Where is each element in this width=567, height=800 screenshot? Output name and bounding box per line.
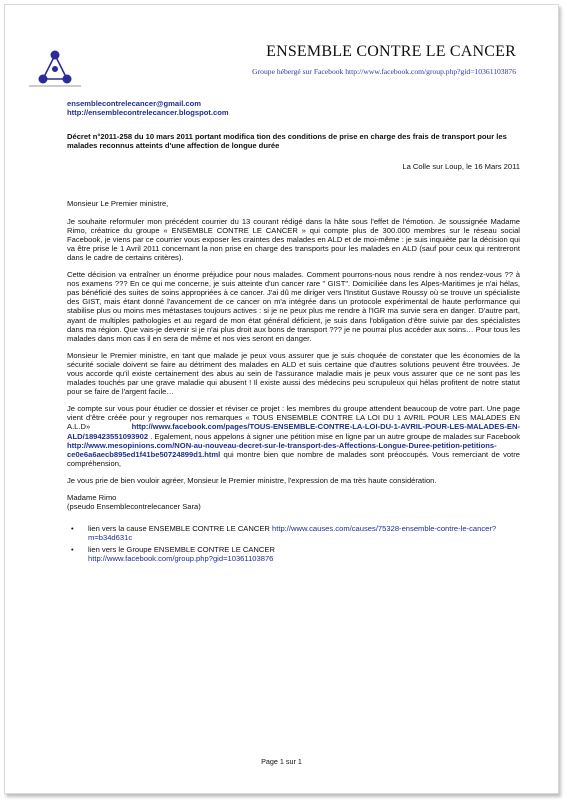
paragraph-2: Cette décision va entraîner un énorme préjudice pour nous malades. Comment pourrons-nous nous rendre à nos rendez-vous ?? à nos examens ??? En ce qui me concerne, je suis atteinte d'un cancer rare " GIST". Domiciliée dans les Alpes-Maritimes je n'ai hélas, pas bénéficié des suites de soins appropriées à ce cancer. J'ai dû me diriger vers l'Institut Gustave Roussy où se trouve un spécialiste des GIST, mais étant donné l'avancement de ce cancer on m'a intégrée dans un protocole expérimental de haute performance qui stabilise plus ou moins mes métastases toujours actives : si je ne peux plus me rendre à l'IGR ma survie sera en danger. D'autre part, ayant de multiples pathologies et au regard de mon état général déficient, je suis dans l'obligation d'être suivie par des spécialistes dans ma région. Que vais-je devenir si je n'ai plus droit aux bons de transport ??? je ne pourrai plus accéder aux soins… Pour tous les malades dans mon cas il en sera de même et nos vies seront en danger. bbox=[67, 270, 520, 343]
contact-email[interactable]: ensemblecontrelecancer@gmail.com bbox=[67, 99, 202, 108]
group-link[interactable]: http://www.facebook.com/group.php?gid=10361103876 bbox=[88, 554, 274, 564]
petition-link[interactable]: http://www.mesopinions.com/NON-au-nouveau-decret-sur-le-transport-des-Affections-Longue-Duree-petition-petitions-ce0e6a6aecb895ed1f41be50724899d1.html bbox=[67, 440, 497, 459]
paragraph-4-text-b: . Egalement, nous appelons à signer une pétition mise en ligne par un autre groupe de malades sur Facebook bbox=[148, 431, 520, 441]
contact-blog[interactable]: http://ensemblecontrelecancer.blogspot.com bbox=[67, 108, 229, 118]
bullet-icon: • bbox=[71, 524, 74, 534]
list-item-text: lien vers le Groupe ENSEMBLE CONTRE LE CANCER bbox=[88, 545, 275, 555]
decree-heading: Décret n°2011-258 du 10 mars 2011 portant modifica tion des conditions de prise en charge des frais de transport pour les malades reconnus atteints d'une affection de longue durée bbox=[67, 132, 507, 151]
link-list bbox=[67, 524, 520, 563]
bullet-icon: • bbox=[71, 545, 74, 555]
signature-name: Madame Rimo bbox=[67, 493, 117, 502]
paragraph-4-text-a: Je compte sur vous pour étudier ce dossier et réviser ce projet : les membres du groupe attendent beaucoup de votre part. Une page vient d'être créée pour y regrouper nos remarques « TOUS ENSEMBLE CONTRE LA LOI DU 1 AVRIL POUR LES MALADES EN A.L.D» bbox=[67, 404, 520, 432]
dateline: La Colle sur Loup, le 16 Mars 2011 bbox=[402, 162, 520, 172]
facebook-page-link[interactable]: http://www.facebook.com/pages/TOUS-ENSEMBLE-CONTRE-LA-LOI-DU-1-AVRIL-POUR-LES-MALADES-EN-ALD/189423551093902 bbox=[67, 422, 520, 441]
list-item-text: lien vers la cause ENSEMBLE CONTRE LE CANCER bbox=[88, 524, 272, 534]
signature-block bbox=[67, 493, 520, 511]
page-number: Page 1 sur 1 bbox=[261, 757, 302, 766]
paragraph-4 bbox=[67, 404, 520, 468]
list-item bbox=[67, 524, 520, 542]
paragraph-5: Je vous prie de bien vouloir agréer, Monsieur le Premier ministre, l'expression de ma très haute considération. bbox=[67, 475, 437, 485]
document-page bbox=[4, 4, 559, 794]
list-item bbox=[67, 545, 520, 563]
causes-link[interactable]: http://www.causes.com/causes/75328-ensemble-contre-le-cancer?m=b34d631c bbox=[88, 524, 497, 543]
paragraph-3: Monsieur le Premier ministre, en tant que malade je peux vous assurer que je suis choquée de constater que les économies de la sécurité sociale doivent se faire au détriment des malades en ALD et suis certaine que d'autres solutions peuvent être trouvées. Je vous accorde qu'il existe certainement des abus au sein de l'assurance maladie mais je peux vous assurer que ce ne sont pas les malades touchés par une grave maladie qui abusent ! Il existe aussi des médecins peu scrupuleux qui hélas profitent de notre statut pour se faire de l'argent facile… bbox=[67, 350, 520, 397]
organization-title: ENSEMBLE CONTRE LE CANCER bbox=[266, 43, 516, 60]
salutation: Monsieur Le Premier ministre, bbox=[67, 199, 169, 209]
paragraph-1: Je souhaite reformuler mon précédent courrier du 13 courant rédigé dans la hâte sous l'effet de l'émotion. Je soussignée Madame Rimo, créatrice du groupe « ENSEMBLE CONTRE LE CANCER » qui compte plus de 300.000 membres sur le réseau social Facebook, je viens par ce courrier vous exposer les craintes des malades en ALD et de moi-même : je suis inquiète par la décision qui va être prise le 1 Avril 2011 concernant la non prise en charge des transports pour les malades en ALD (sauf pour ceux qui rentreront dans le cadre de certains critères). bbox=[67, 216, 520, 262]
letter-body bbox=[67, 99, 520, 567]
signature-pseudo: (pseudo Ensemblecontrelecancer Sara) bbox=[67, 502, 201, 512]
organization-subtitle: Groupe hébergé sur Facebook http://www.facebook.com/group.php?gid=10361103876 bbox=[252, 67, 516, 76]
paragraph-4-text-c: qui montre bien que nombre de malades sont préoccupés. Vous remerciant de votre compréhension, bbox=[67, 449, 520, 468]
